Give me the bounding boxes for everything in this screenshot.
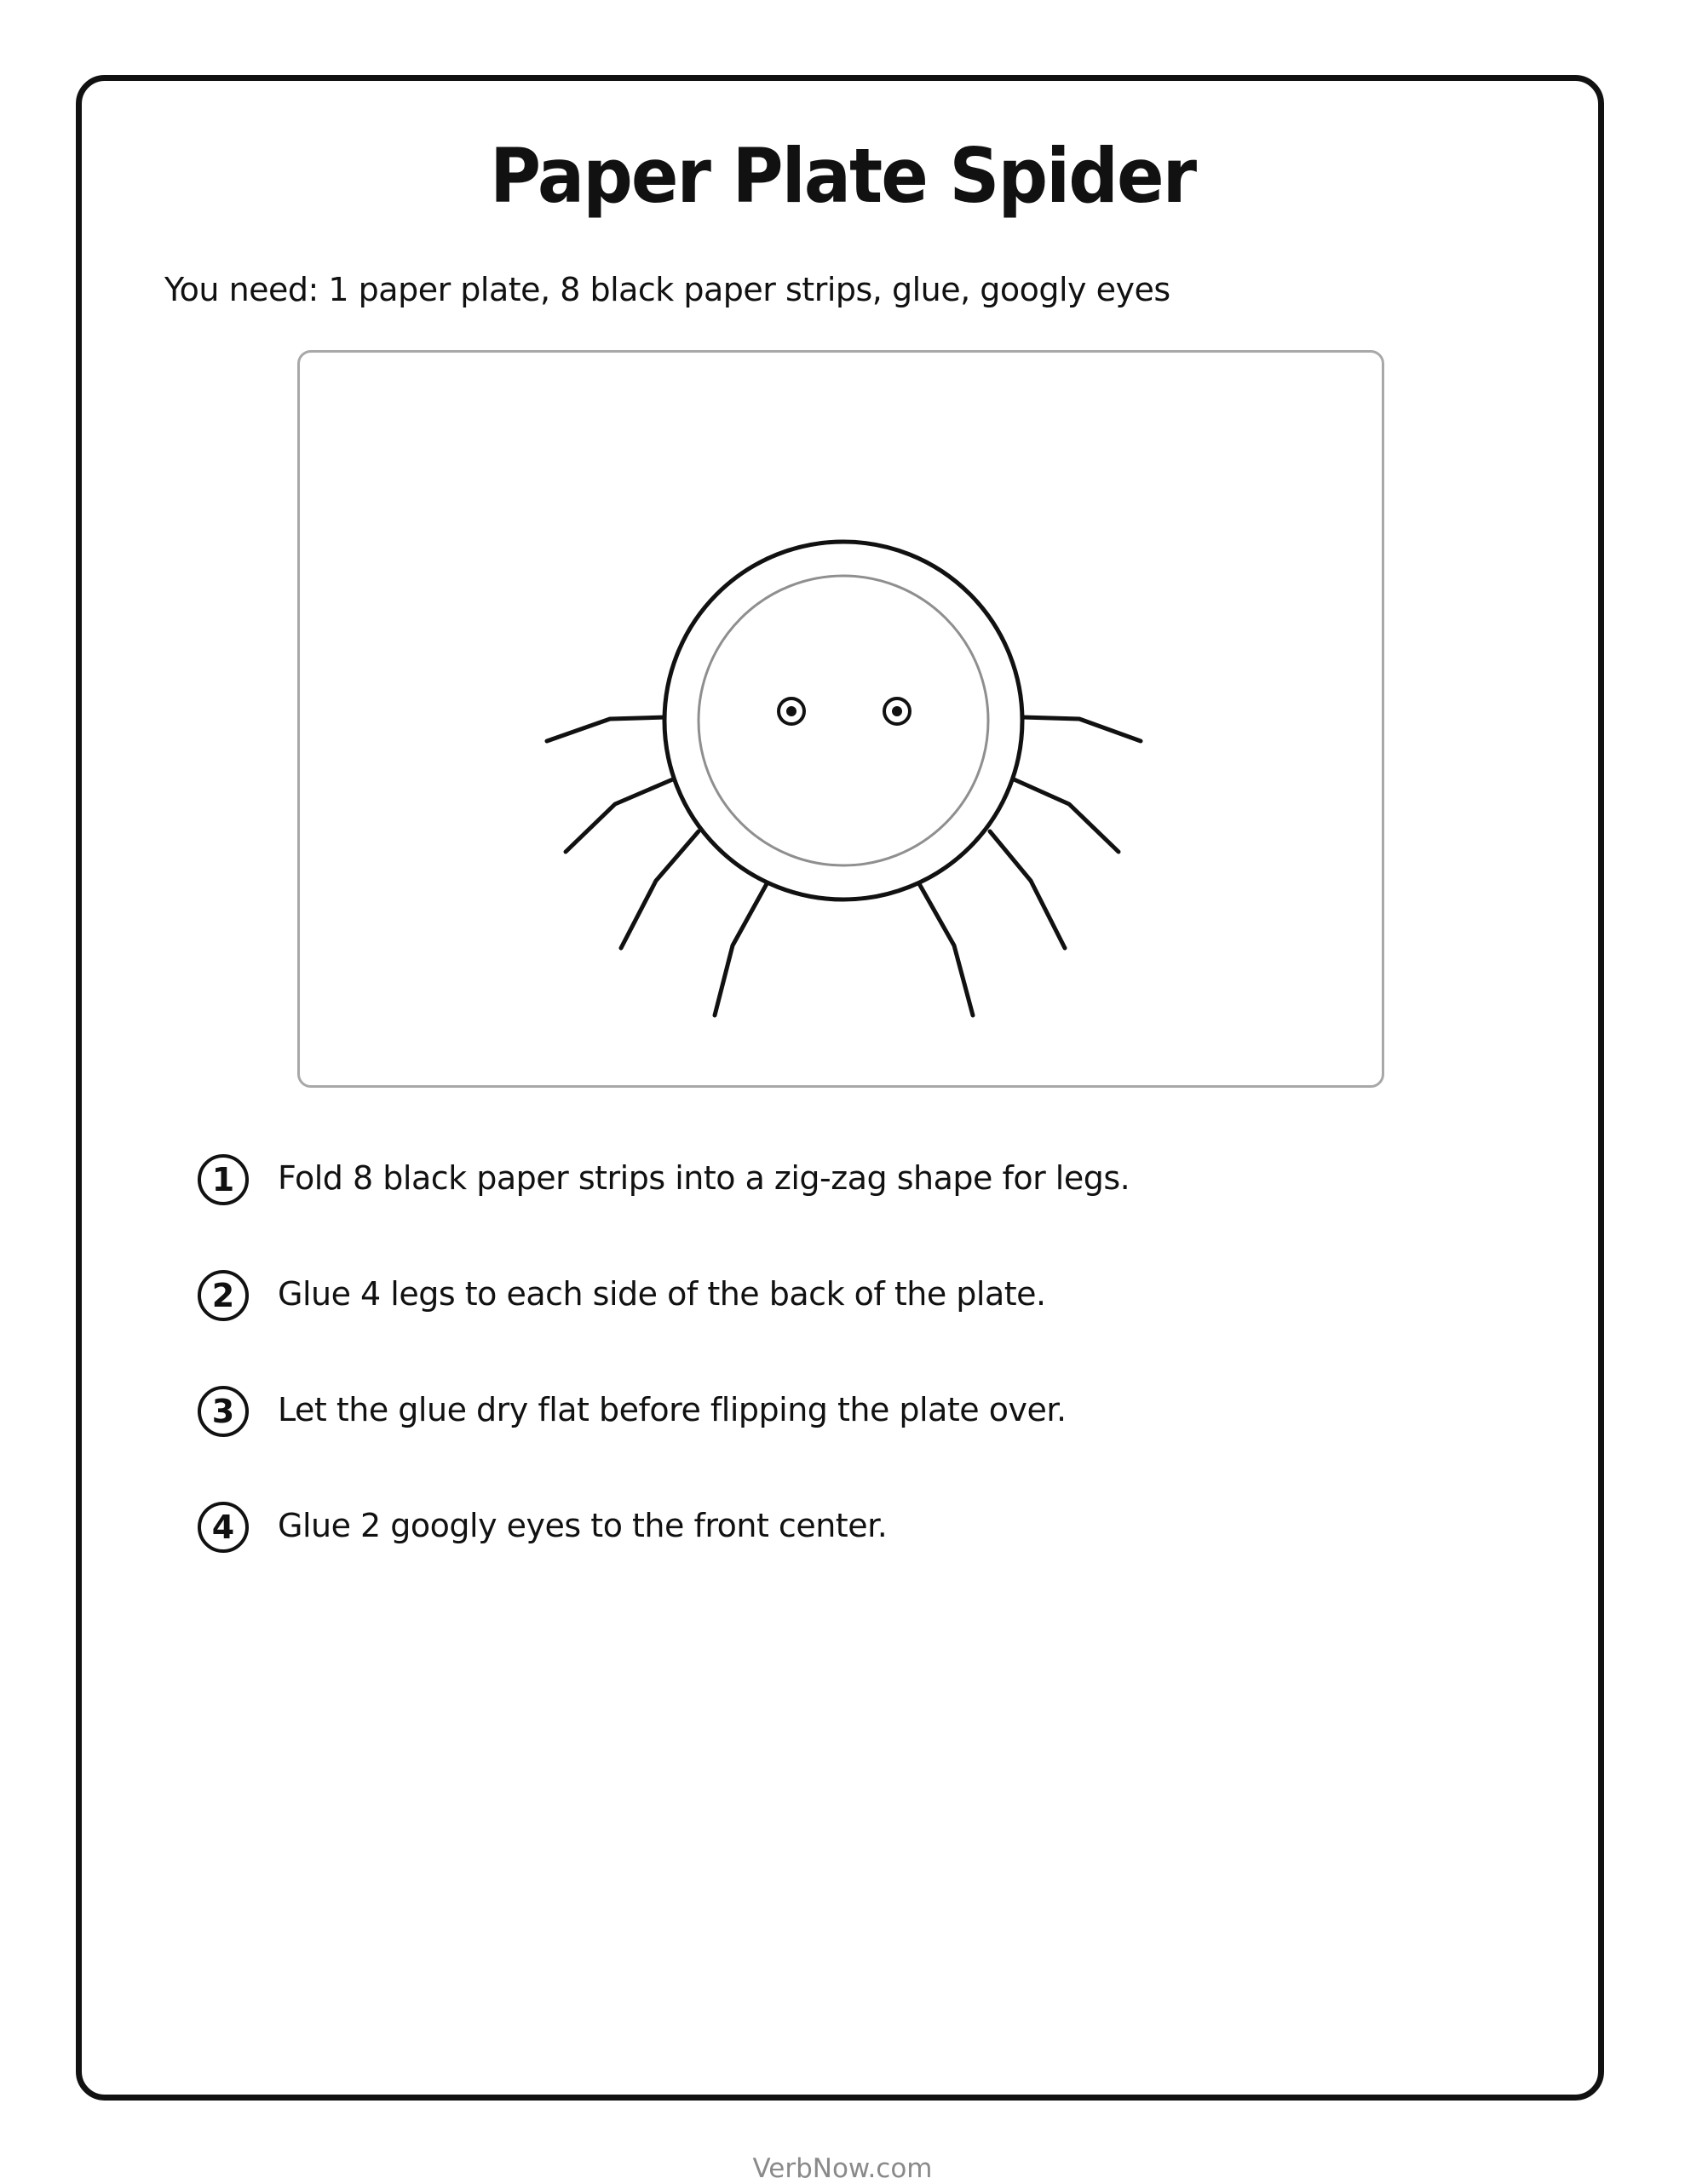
step-item xyxy=(198,1270,1475,1386)
spider-illustration xyxy=(300,353,1387,1090)
spider-leg-left-3 xyxy=(621,831,699,948)
instruction-steps xyxy=(198,1154,1475,1618)
step-item xyxy=(198,1386,1475,1502)
worksheet-title: Paper Plate Spider xyxy=(489,133,1196,221)
paper-plate-body xyxy=(664,542,1022,899)
footer-brand: VerbNow.com xyxy=(752,2153,933,2184)
supplies-list: You need: 1 paper plate, 8 black paper strips, glue, googly eyes xyxy=(164,271,1170,308)
step-text: Fold 8 black paper strips into a zig-zag shape for legs. xyxy=(278,1159,1130,1197)
googly-eye-right xyxy=(884,698,910,724)
spider-leg-right-3 xyxy=(990,831,1065,948)
spider-leg-right-1 xyxy=(1022,717,1141,741)
step-number-badge: 2 xyxy=(198,1270,249,1321)
spider-leg-left-1 xyxy=(547,717,666,741)
step-number-badge: 1 xyxy=(198,1154,249,1205)
spider-leg-right-2 xyxy=(1012,779,1119,852)
step-text: Let the glue dry flat before flipping the plate over. xyxy=(278,1391,1067,1428)
spider-leg-right-4 xyxy=(917,881,973,1015)
googly-eye-left xyxy=(779,698,804,724)
step-text: Glue 2 googly eyes to the front center. xyxy=(278,1507,888,1544)
step-item xyxy=(198,1154,1475,1270)
step-number-badge: 4 xyxy=(198,1502,249,1553)
step-item xyxy=(198,1502,1475,1618)
spider-leg-left-2 xyxy=(566,779,675,852)
spider-illustration-panel xyxy=(297,350,1384,1088)
step-text: Glue 4 legs to each side of the back of the plate. xyxy=(278,1275,1046,1313)
spider-leg-left-4 xyxy=(715,881,768,1015)
step-number-badge: 3 xyxy=(198,1386,249,1437)
